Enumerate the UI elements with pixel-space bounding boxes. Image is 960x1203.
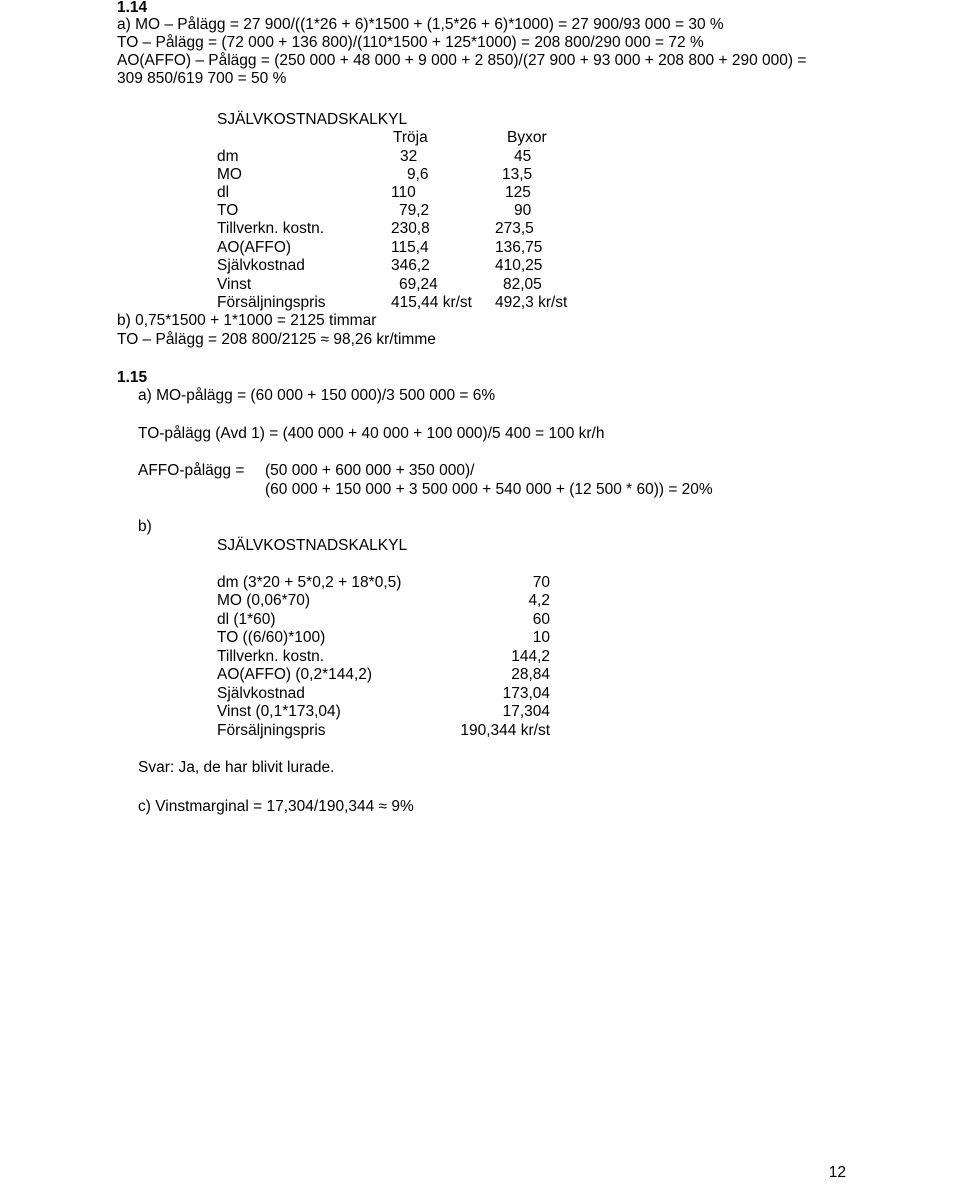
equation-line: TO – Pålägg = 208 800/2125 ≈ 98,26 kr/timme [117,331,436,348]
equation-line: b) 0,75*1500 + 1*1000 = 2125 timmar [117,312,377,329]
row-value-byxor: 13,5 [502,166,533,183]
row-value: 60 [532,611,550,628]
page-number: 12 [828,1164,846,1181]
row-value-byxor: 136,75 [495,239,543,256]
equation-line: AO(AFFO) – Pålägg = (250 000 + 48 000 + 9 000 + 2 850)/(27 900 + 93 000 + 208 800 + 290 000) = [117,52,807,69]
row-label: Vinst [217,276,252,293]
row-label: MO (0,06*70) [217,592,311,609]
row-value-troja: 346,2 [391,257,430,274]
column-header-troja: Tröja [393,129,428,146]
row-value-troja: 9,6 [407,166,429,183]
row-value-troja: 415,44 kr/st [391,294,472,311]
row-label: MO [217,166,242,183]
equation-line: a) MO – Pålägg = 27 900/((1*26 + 6)*1500 + (1,5*26 + 6)*1000) = 27 900/93 000 = 30 % [117,16,724,33]
row-value: 4,2 [528,592,550,609]
row-value-troja: 69,24 [399,276,438,293]
equation-line: (50 000 + 600 000 + 350 000)/ [265,462,475,479]
row-value-troja: 115,4 [391,239,429,256]
equation-line: c) Vinstmarginal = 17,304/190,344 ≈ 9% [138,798,414,815]
row-value-byxor: 273,5 [495,220,534,237]
row-label: Självkostnad [217,257,305,274]
row-value: 173,04 [502,685,550,702]
row-value-byxor: 90 [514,202,532,219]
row-value-troja: 110 [391,184,416,201]
row-label: Försäljningspris [217,722,326,739]
row-value-byxor: 82,05 [503,276,542,293]
row-label: TO ((6/60)*100) [217,629,326,646]
row-value: 10 [532,629,550,646]
row-value-troja: 32 [400,148,418,165]
row-value-byxor: 45 [514,148,532,165]
part-b-label: b) [138,518,152,535]
row-value-troja: 230,8 [391,220,430,237]
equation-line: 309 850/619 700 = 50 % [117,70,287,87]
row-label: TO [217,202,239,219]
equation-line: a) MO-pålägg = (60 000 + 150 000)/3 500 000 = 6% [138,387,496,404]
section-heading-1-15: 1.15 [117,369,148,386]
row-label: AO(AFFO) [217,239,292,256]
row-value: 144,2 [511,648,550,665]
row-value-troja: 79,2 [399,202,430,219]
row-value-byxor: 125 [505,184,531,201]
row-value: 28,84 [511,666,550,683]
equation-line: TO-pålägg (Avd 1) = (400 000 + 40 000 + 100 000)/5 400 = 100 kr/h [138,425,605,442]
row-label: dl [217,184,230,201]
row-label: AO(AFFO) (0,2*144,2) [217,666,373,683]
section-heading-1-14: 1.14 [117,0,148,16]
table-title: SJÄLVKOSTNADSKALKYL [217,111,408,128]
row-value: 70 [532,574,550,591]
row-label: Försäljningspris [217,294,326,311]
row-label: Tillverkn. kostn. [217,648,325,665]
equation-line: TO – Pålägg = (72 000 + 136 800)/(110*1500 + 125*1000) = 208 800/290 000 = 72 % [117,34,704,51]
equation-line: (60 000 + 150 000 + 3 500 000 + 540 000 + (12 500 * 60)) = 20% [265,481,713,498]
row-label: Vinst (0,1*173,04) [217,703,341,720]
row-label: Tillverkn. kostn. [217,220,325,237]
row-label: dm [217,148,239,165]
row-label: dl (1*60) [217,611,276,628]
row-value-byxor: 492,3 kr/st [495,294,568,311]
affo-label: AFFO-pålägg = [138,462,245,479]
column-header-byxor: Byxor [507,129,547,146]
row-value: 17,304 [502,703,550,720]
row-value: 190,344 kr/st [460,722,550,739]
row-value-byxor: 410,25 [495,257,543,274]
table-title: SJÄLVKOSTNADSKALKYL [217,537,408,554]
answer-line: Svar: Ja, de har blivit lurade. [138,759,335,776]
row-label: Självkostnad [217,685,305,702]
row-label: dm (3*20 + 5*0,2 + 18*0,5) [217,574,402,591]
